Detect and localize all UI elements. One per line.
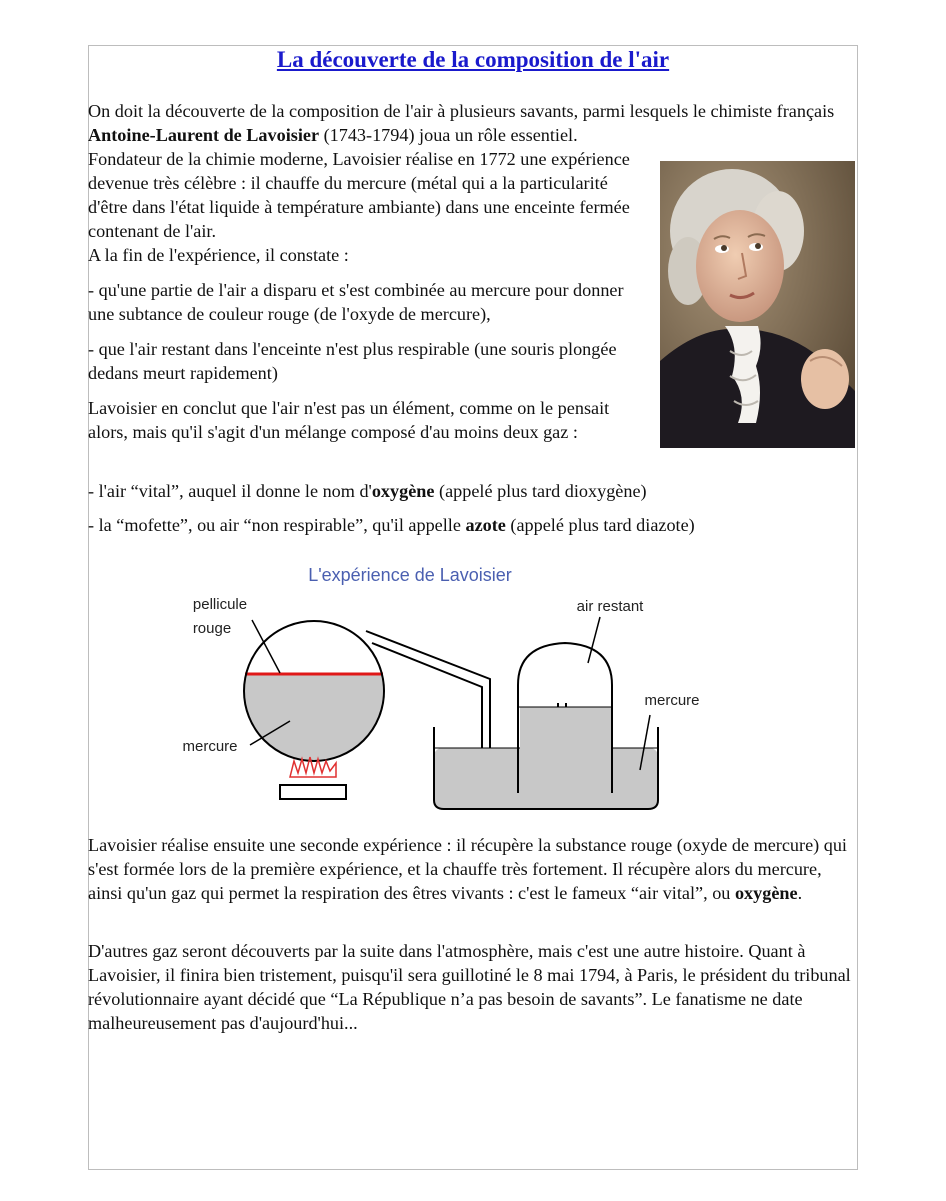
bell-jar [518,643,612,793]
second-exp-end: . [797,883,803,903]
gas-1-note: (appelé plus tard dioxygène) [434,481,647,501]
intro-text: On doit la découverte de la composition de l'air à plusieurs savants, parmi lesquels le chimiste français [88,101,835,121]
conclusion-paragraph: Lavoisier en conclut que l'air n'est pas un élément, comme on le pensait alors, mais qu'il s'agit d'un mélange composé d'au moins deux gaz : [88,398,610,442]
label-rouge: rouge [192,620,232,637]
gas-2-text: - la “mofette”, ou air “non respirable”, qu'il appelle [88,515,466,535]
constat-intro: A la fin de l'expérience, il constate : [88,245,349,265]
burner [280,785,346,799]
experiment-description: Fondateur de la chimie moderne, Lavoisier réalise en 1772 une expérience devenue très célèbre : il chauffe du mercure (métal qui a la particularité d'être dans l'état liquide à température ambiante) dans une enceinte fermée contenant de l'air. [88,149,630,241]
gas-item-oxygen [88,479,852,503]
lavoisier-portrait [660,161,855,448]
page-title: La découverte de la composition de l'air [276,47,670,72]
gas-2-note: (appelé plus tard diazote) [505,515,695,535]
gas-1-text: - l'air “vital”, auquel il donne le nom d' [88,481,372,501]
label-mercure-left: mercure [182,738,238,755]
gas-2-name: azote [465,515,506,535]
portrait-image [660,161,855,448]
label-air-restant: air restant [576,598,644,615]
second-exp-oxygen: oxygène [734,883,798,903]
gas-1-name: oxygène [371,481,435,501]
pellicule-pointer [252,620,280,673]
gas-item-azote [88,513,852,537]
intro-paragraph [88,99,852,147]
constat-item-1: - qu'une partie de l'air a disparu et s'est combinée au mercure pour donner une subtance de couleur rouge (de l'oxyde de mercure), [88,280,624,324]
second-experiment-paragraph [88,833,852,905]
label-pellicule: pellicule [192,596,248,613]
epilogue-paragraph: D'autres gaz seront découverts par la suite dans l'atmosphère, mais c'est une autre histoire. Quant à Lavoisier, il finira bien tristement, puisqu'il sera guillotiné le 8 mai 1794, à Paris, le président du tribunal révolutionnaire ayant décidé que “La République n’a pas besoin de savants”. Le fanatisme ne date malheureusement pas d'aujourd'hui... [88,941,851,1033]
intro-dates: (1743-1794) joua un rôle essentiel. [319,125,578,145]
second-exp-text: Lavoisier réalise ensuite une seconde expérience : il récupère la substance rouge (oxyde de mercure) qui s'est formée lors de la première expérience, et la chauffe très fortement. Il récupère alors du mercure, ainsi qu'un gaz qui permet la respiration des êtres vivants : c'est le fameux “air vital”, ou [88,835,847,903]
flask-mercury [240,674,390,774]
lavoisier-name: Antoine-Laurent de Lavoisier [88,125,320,145]
label-mercure-right: mercure [644,692,700,709]
experiment-diagram [160,555,720,815]
constat-item-2: - que l'air restant dans l'enceinte n'est plus respirable (une souris plongée dedans meurt rapidement) [88,339,617,383]
diagram-title: L'expérience de Lavoisier [308,565,512,585]
